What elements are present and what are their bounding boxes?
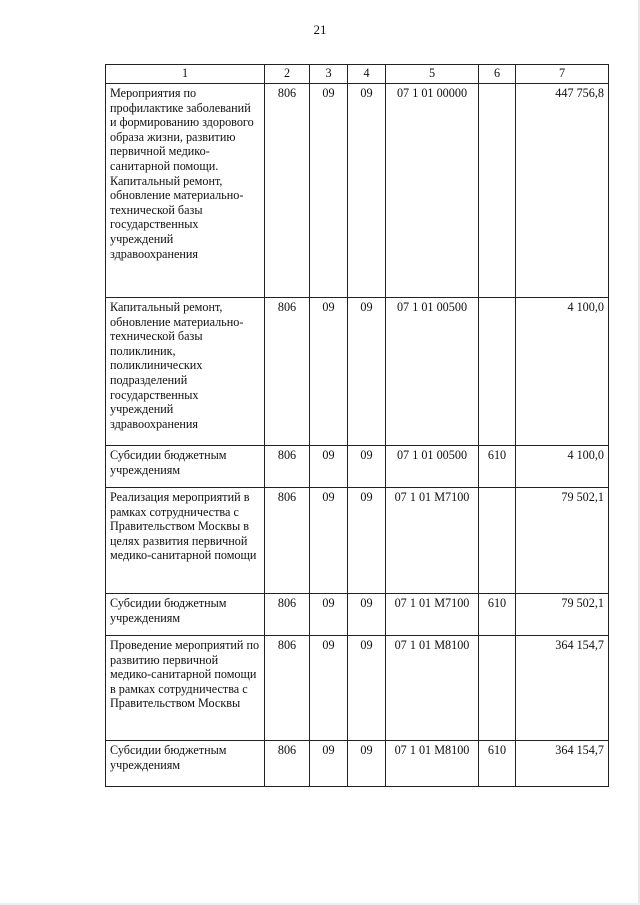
expense-type-code: [479, 84, 516, 298]
subsection-code: 09: [348, 741, 386, 787]
item-name: Субсидии бюджетным учреждениям: [106, 446, 265, 488]
department-code: 806: [265, 84, 310, 298]
target-article-code: 07 1 01 М7100: [386, 488, 479, 594]
department-code: 806: [265, 741, 310, 787]
target-article-code: 07 1 01 00000: [386, 84, 479, 298]
target-article-code: 07 1 01 М7100: [386, 594, 479, 636]
column-header: 4: [348, 65, 386, 84]
target-article-code: 07 1 01 00500: [386, 446, 479, 488]
table-row: [106, 446, 609, 488]
section-code: 09: [310, 741, 348, 787]
item-name: Проведение мероприятий по развитию первичной медико-санитарной помощи в рамках сотрудничества с Правительством Москвы: [106, 636, 265, 741]
expense-type-code: 610: [479, 594, 516, 636]
department-code: 806: [265, 594, 310, 636]
column-header: 3: [310, 65, 348, 84]
amount: 447 756,8: [516, 84, 609, 298]
budget-table: [105, 64, 609, 787]
section-code: 09: [310, 84, 348, 298]
expense-type-code: 610: [479, 741, 516, 787]
column-header: 5: [386, 65, 479, 84]
table-row: [106, 488, 609, 594]
subsection-code: 09: [348, 84, 386, 298]
table-row: [106, 636, 609, 741]
column-header: 6: [479, 65, 516, 84]
table-header-row: [106, 65, 609, 84]
subsection-code: 09: [348, 488, 386, 594]
section-code: 09: [310, 594, 348, 636]
target-article-code: 07 1 01 00500: [386, 298, 479, 446]
page-number: 21: [313, 22, 327, 37]
column-header: 2: [265, 65, 310, 84]
target-article-code: 07 1 01 М8100: [386, 741, 479, 787]
section-code: 09: [310, 636, 348, 741]
target-article-code: 07 1 01 М8100: [386, 636, 479, 741]
expense-type-code: 610: [479, 446, 516, 488]
department-code: 806: [265, 488, 310, 594]
amount: 4 100,0: [516, 298, 609, 446]
table-row: [106, 84, 609, 298]
amount: 364 154,7: [516, 636, 609, 741]
item-name: Капитальный ремонт, обновление материально-технической базы поликлиник, поликлинических подразделений государственных учреждений здравоохранения: [106, 298, 265, 446]
subsection-code: 09: [348, 298, 386, 446]
column-header: 1: [106, 65, 265, 84]
department-code: 806: [265, 298, 310, 446]
expense-type-code: [479, 488, 516, 594]
expense-type-code: [479, 636, 516, 741]
table-row: [106, 298, 609, 446]
subsection-code: 09: [348, 594, 386, 636]
expense-type-code: [479, 298, 516, 446]
item-name: Реализация мероприятий в рамках сотрудничества с Правительством Москвы в целях развития первичной медико-санитарной помощи: [106, 488, 265, 594]
section-code: 09: [310, 298, 348, 446]
table-row: [106, 741, 609, 787]
table-row: [106, 594, 609, 636]
amount: 79 502,1: [516, 488, 609, 594]
department-code: 806: [265, 636, 310, 741]
column-header: 7: [516, 65, 609, 84]
amount: 4 100,0: [516, 446, 609, 488]
subsection-code: 09: [348, 636, 386, 741]
amount: 79 502,1: [516, 594, 609, 636]
amount: 364 154,7: [516, 741, 609, 787]
section-code: 09: [310, 446, 348, 488]
section-code: 09: [310, 488, 348, 594]
item-name: Мероприятия по профилактике заболеваний и формированию здорового образа жизни, развитию первичной медико-санитарной помощи. Капитальный ремонт, обновление материально-технической базы государственных учреждений здравоохранения: [106, 84, 265, 298]
department-code: 806: [265, 446, 310, 488]
item-name: Субсидии бюджетным учреждениям: [106, 741, 265, 787]
subsection-code: 09: [348, 446, 386, 488]
item-name: Субсидии бюджетным учреждениям: [106, 594, 265, 636]
